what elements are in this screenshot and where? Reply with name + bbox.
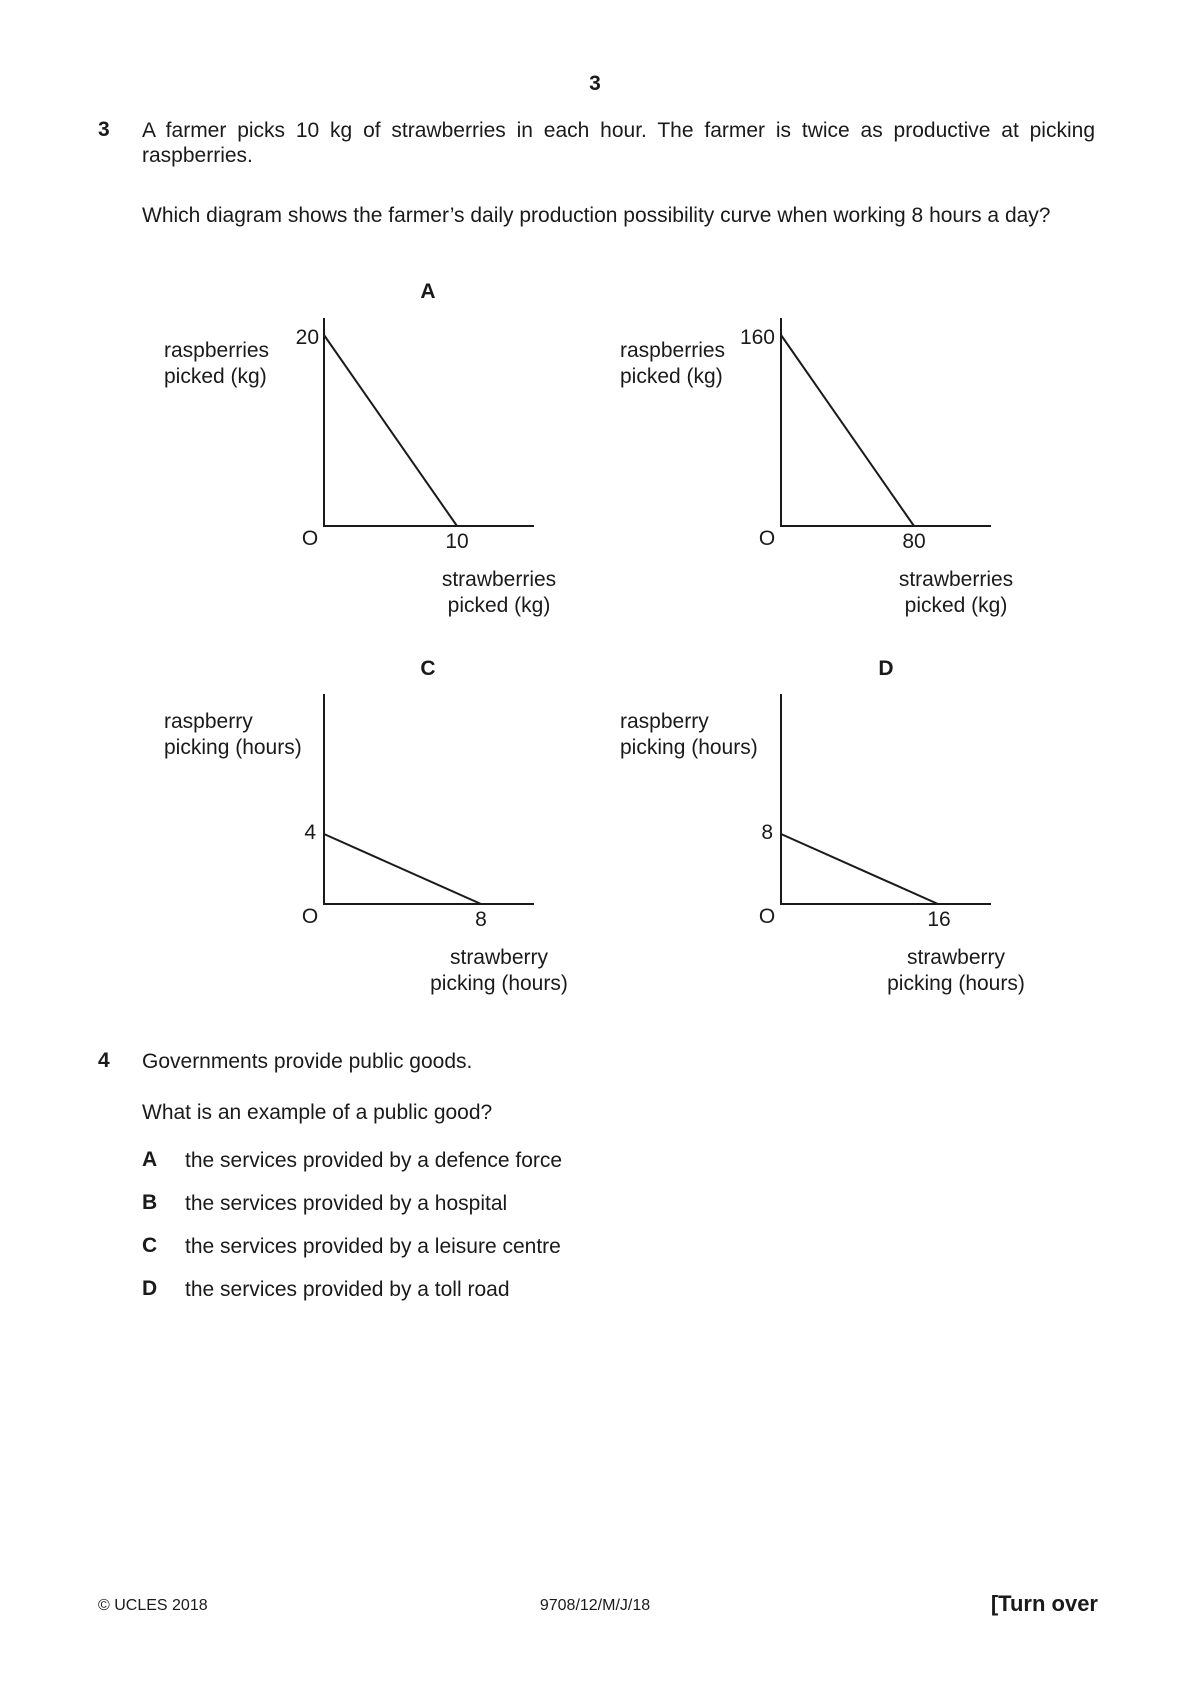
diagram-d	[620, 657, 1025, 995]
diagram-a	[164, 280, 556, 617]
diagram-b-ppc-line	[781, 335, 914, 526]
diagram-b-x-label-line1: strawberries	[898, 568, 1014, 591]
diagram-b	[620, 318, 1013, 617]
question-3-stem: A farmer picks 10 kg of strawberries in each hour. The farmer is twice as productive at picking raspberries.	[142, 119, 1095, 167]
question-4-question: What is an example of a public good?	[142, 1101, 493, 1124]
page-number: 3	[589, 72, 601, 95]
diagram-c-letter: C	[420, 657, 436, 680]
question-4-stem: Governments provide public goods.	[142, 1050, 473, 1073]
option-c-text: the services provided by a leisure centre	[185, 1235, 561, 1258]
diagram-b-origin: O	[758, 527, 776, 550]
diagram-d-y-tick: 8	[761, 821, 773, 844]
diagram-c-origin: O	[301, 905, 319, 928]
diagram-b-y-label-line2: picked (kg)	[620, 365, 723, 388]
diagram-d-x-tick: 16	[927, 908, 951, 931]
question-3-number: 3	[98, 118, 110, 141]
diagram-c-x-label-line1: strawberry	[449, 946, 549, 969]
option-b-letter: B	[142, 1191, 158, 1214]
diagram-b-y-tick: 160	[739, 326, 775, 349]
diagram-d-ppc-line	[781, 834, 938, 904]
option-a-letter: A	[142, 1148, 158, 1171]
footer-turn-over: [Turn over	[990, 1591, 1098, 1616]
diagram-a-x-label-line2: picked (kg)	[447, 594, 551, 617]
diagram-c-y-label-line2: picking (hours)	[164, 736, 302, 759]
diagram-c-y-tick: 4	[304, 821, 316, 844]
footer-paper-code: 9708/12/M/J/18	[539, 1597, 651, 1614]
diagram-c-y-label-line1: raspberry	[164, 710, 253, 733]
diagram-c-x-tick: 8	[475, 908, 487, 931]
diagram-a-letter: A	[420, 280, 436, 303]
option-d-text: the services provided by a toll road	[185, 1278, 510, 1301]
question-4-number: 4	[98, 1049, 110, 1072]
diagram-d-origin: O	[758, 905, 776, 928]
diagram-d-x-label-line1: strawberry	[906, 946, 1006, 969]
diagram-c	[164, 657, 568, 995]
diagram-d-letter: D	[878, 657, 894, 680]
diagram-b-x-label-line2: picked (kg)	[904, 594, 1008, 617]
diagram-c-x-label-line2: picking (hours)	[430, 972, 568, 995]
diagram-d-y-label-line1: raspberry	[620, 710, 709, 733]
diagram-a-y-label-line1: raspberries	[164, 339, 270, 362]
diagram-c-ppc-line	[324, 834, 481, 904]
option-b-text: the services provided by a hospital	[185, 1192, 508, 1215]
footer-copyright: © UCLES 2018	[98, 1597, 208, 1614]
diagram-a-x-tick: 10	[445, 530, 469, 553]
diagram-a-origin: O	[301, 527, 319, 550]
option-a-text: the services provided by a defence force	[185, 1149, 563, 1172]
diagram-a-y-label-line2: picked (kg)	[164, 365, 267, 388]
diagram-d-x-label-line2: picking (hours)	[887, 972, 1025, 995]
option-d-letter: D	[142, 1277, 158, 1300]
diagram-a-ppc-line	[324, 335, 457, 526]
diagram-b-x-tick: 80	[902, 530, 926, 553]
option-c-letter: C	[142, 1234, 158, 1257]
diagram-a-x-label-line1: strawberries	[441, 568, 557, 591]
question-3-question: Which diagram shows the farmer’s daily production possibility curve when working 8 hours a day?	[142, 204, 1051, 227]
diagram-b-y-label-line1: raspberries	[620, 339, 726, 362]
diagram-d-y-label-line2: picking (hours)	[620, 736, 758, 759]
diagram-a-y-tick: 20	[295, 326, 319, 349]
